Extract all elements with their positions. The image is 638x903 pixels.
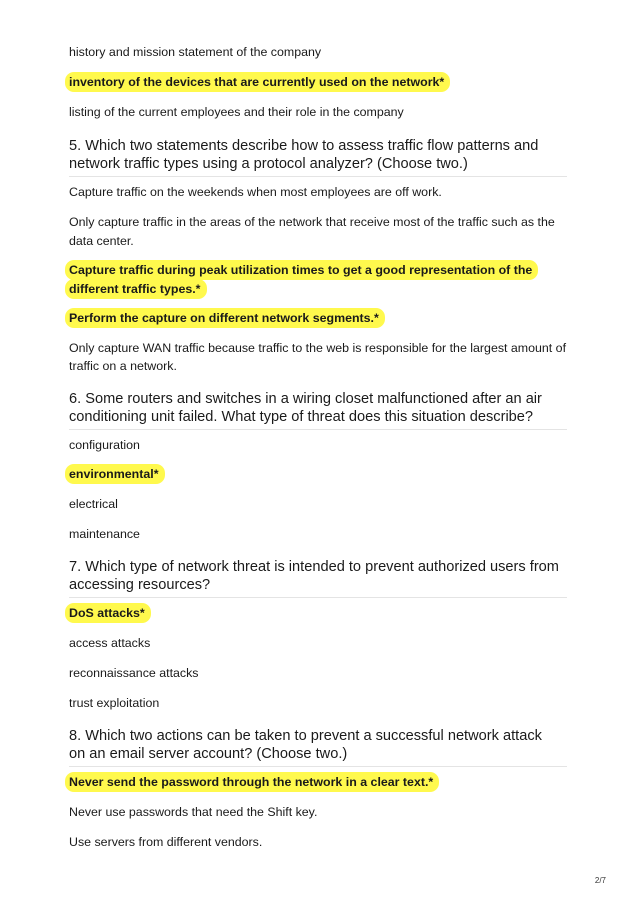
answer-option: electrical — [69, 497, 118, 511]
answer-option: listing of the current employees and their role in the company — [69, 105, 404, 119]
highlight: inventory of the devices that are currently used on the network* — [65, 72, 450, 92]
question-text-line: 5. Which two statements describe how to assess traffic flow patterns and — [69, 138, 539, 154]
answer-option-correct — [69, 310, 385, 326]
answer-option: history and mission statement of the company — [69, 45, 322, 59]
divider — [69, 597, 567, 598]
highlight: environmental* — [65, 464, 165, 484]
question-text-line: 6. Some routers and switches in a wiring closet malfunctioned after an air — [69, 391, 542, 407]
answer-option-correct — [69, 774, 439, 790]
answer-option: access attacks — [69, 636, 151, 650]
question-text-line: network traffic types using a protocol analyzer? (Choose two.) — [69, 156, 468, 172]
highlight: different traffic types.* — [65, 279, 207, 299]
answer-option-correct — [69, 281, 207, 297]
answer-option-correct — [69, 605, 151, 621]
highlight: DoS attacks* — [65, 603, 151, 623]
answer-option: trust exploitation — [69, 696, 160, 710]
page-number: 2/7 — [594, 876, 606, 885]
answer-option: Use servers from different vendors. — [69, 835, 263, 849]
answer-option: Capture traffic on the weekends when most employees are off work. — [69, 185, 442, 199]
question-text-line: accessing resources? — [69, 577, 211, 593]
answer-option-correct — [69, 74, 450, 90]
question-text-line: conditioning unit failed. What type of threat does this situation describe? — [69, 409, 534, 425]
answer-option: reconnaissance attacks — [69, 666, 199, 680]
answer-option-correct — [69, 466, 165, 482]
answer-option: maintenance — [69, 527, 140, 541]
answer-option: traffic on a network. — [69, 359, 177, 373]
divider — [69, 766, 567, 767]
answer-option: Only capture WAN traffic because traffic to the web is responsible for the largest amount of — [69, 341, 567, 355]
answer-option-correct — [69, 262, 538, 278]
highlight: Never send the password through the network in a clear text.* — [65, 772, 439, 792]
question-text-line: 7. Which type of network threat is intended to prevent authorized users from — [69, 559, 559, 575]
divider — [69, 176, 567, 177]
answer-option: Only capture traffic in the areas of the network that receive most of the traffic such as the — [69, 215, 555, 229]
answer-option: data center. — [69, 234, 134, 248]
highlight: Perform the capture on different network segments.* — [65, 308, 385, 328]
highlight: Capture traffic during peak utilization times to get a good representation of the — [65, 260, 538, 280]
divider — [69, 429, 567, 430]
answer-option: configuration — [69, 438, 140, 452]
question-text-line: on an email server account? (Choose two.) — [69, 746, 348, 762]
question-text-line: 8. Which two actions can be taken to prevent a successful network attack — [69, 728, 542, 744]
answer-option: Never use passwords that need the Shift key. — [69, 805, 318, 819]
